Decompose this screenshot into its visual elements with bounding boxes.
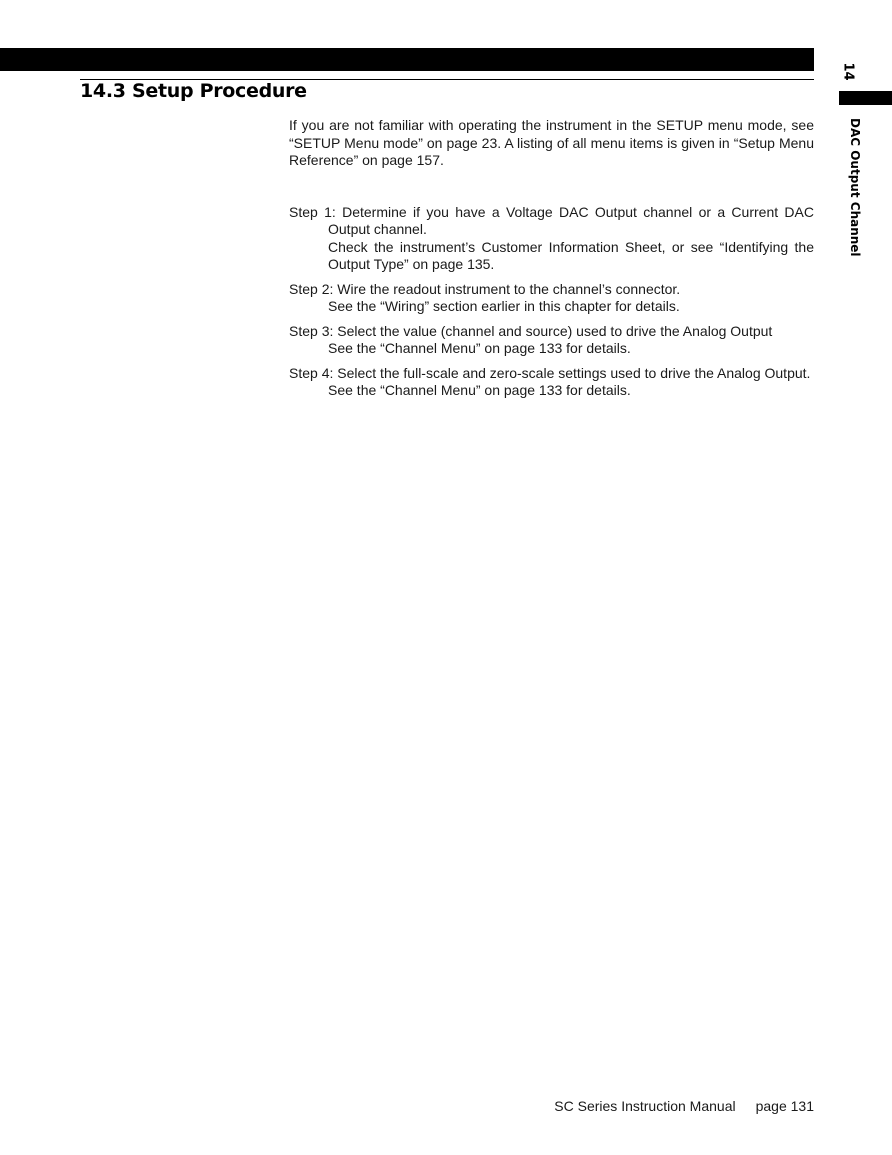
step-text: Step 1: Determine if you have a Voltage DAC Output channel or a Current DAC Output channel. [289, 203, 814, 237]
step-text: Step 4: Select the full-scale and zero-scale settings used to drive the Analog Output. [289, 364, 811, 381]
section-title: 14.3 Setup Procedure [80, 80, 307, 102]
chapter-number: 14 [840, 62, 856, 81]
page-footer [554, 1098, 814, 1114]
manual-title: SC Series Instruction Manual [554, 1098, 736, 1114]
step-text: Step 3: Select the value (channel and source) used to drive the Analog Output [289, 322, 773, 339]
list-item [289, 204, 814, 274]
step-detail: See the “Wiring” section earlier in this chapter for details. [328, 298, 680, 314]
list-item [289, 281, 814, 316]
main-content [289, 117, 814, 407]
header-bar [0, 48, 814, 71]
step-text: Step 2: Wire the readout instrument to the channel’s connector. [289, 280, 681, 297]
chapter-name: DAC Output Channel [848, 118, 862, 257]
intro-paragraph: If you are not familiar with operating the instrument in the SETUP menu mode, see “SETUP Menu mode” on page 23. A listing of all menu items is given in “Setup Menu Reference” on page 157. [289, 117, 814, 168]
page-number: page 131 [755, 1098, 814, 1114]
steps-list [289, 204, 814, 400]
list-item [289, 323, 814, 358]
step-detail: See the “Channel Menu” on page 133 for details. [328, 382, 631, 398]
chapter-tab [839, 91, 892, 105]
step-detail: See the “Channel Menu” on page 133 for details. [328, 340, 631, 356]
list-item [289, 365, 814, 400]
step-detail: Check the instrument’s Customer Information Sheet, or see “Identifying the Output Type” on page 135. [328, 238, 814, 272]
